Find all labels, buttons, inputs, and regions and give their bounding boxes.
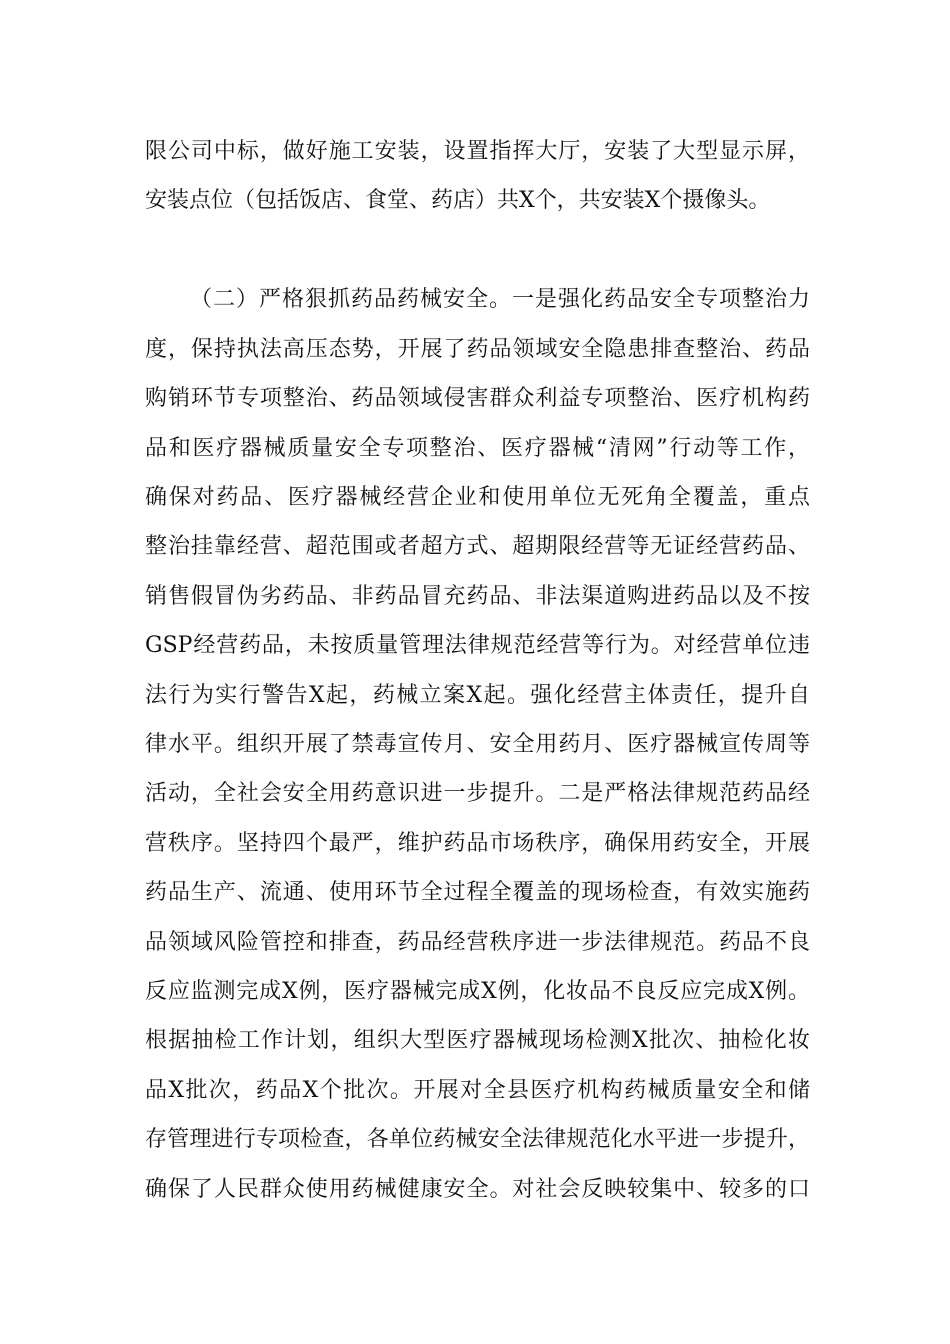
text-line: 药品生产、流通、使用环节全过程全覆盖的现场检查，有效实施药 xyxy=(145,880,810,905)
text-line: 活动，全社会安全用药意识进一步提升。二是严格法律规范药品经 xyxy=(145,781,810,806)
text-line: GSP经营药品，未按质量管理法律规范经营等行为。对经营单位违 xyxy=(145,633,810,658)
text-line: 度，保持执法高压态势，开展了药品领域安全隐患排查整治、药品 xyxy=(145,337,810,362)
text-line: 律水平。组织开展了禁毒宣传月、安全用药月、医疗器械宣传周等 xyxy=(145,732,810,757)
text-line: 品X批次，药品X个批次。开展对全县医疗机构药械质量安全和储 xyxy=(145,1078,810,1103)
text-line: 确保对药品、医疗器械经营企业和使用单位无死角全覆盖，重点 xyxy=(145,485,810,510)
text-line: （二）严格狠抓药品药械安全。一是强化药品安全专项整治力 xyxy=(190,287,810,312)
text-line: 存管理进行专项检查，各单位药械安全法律规范化水平进一步提升， xyxy=(145,1127,810,1152)
text-line: 购销环节专项整治、药品领域侵害群众利益专项整治、医疗机构药 xyxy=(145,386,810,411)
text-line: 品和医疗器械质量安全专项整治、医疗器械“清网”行动等工作， xyxy=(145,436,810,461)
text-line: 法行为实行警告X起，药械立案X起。强化经营主体责任，提升自 xyxy=(145,683,810,708)
text-line: 确保了人民群众使用药械健康安全。对社会反映较集中、较多的口 xyxy=(145,1177,810,1202)
text-line: 销售假冒伪劣药品、非药品冒充药品、非法渠道购进药品以及不按 xyxy=(145,584,810,609)
text-line: 根据抽检工作计划，组织大型医疗器械现场检测X批次、抽检化妆 xyxy=(145,1028,810,1053)
text-line: 整治挂靠经营、超范围或者超方式、超期限经营等无证经营药品、 xyxy=(145,534,810,559)
text-line: 营秩序。坚持四个最严，维护药品市场秩序，确保用药安全，开展 xyxy=(145,831,810,856)
text-line: 反应监测完成X例，医疗器械完成X例，化妆品不良反应完成X例。 xyxy=(145,979,810,1004)
text-line: 限公司中标，做好施工安装，设置指挥大厅，安装了大型显示屏， xyxy=(145,139,810,164)
text-line: 安装点位（包括饭店、食堂、药店）共X个，共安装X个摄像头。 xyxy=(145,188,771,213)
text-line: 品领域风险管控和排查，药品经营秩序进一步法律规范。药品不良 xyxy=(145,930,810,955)
